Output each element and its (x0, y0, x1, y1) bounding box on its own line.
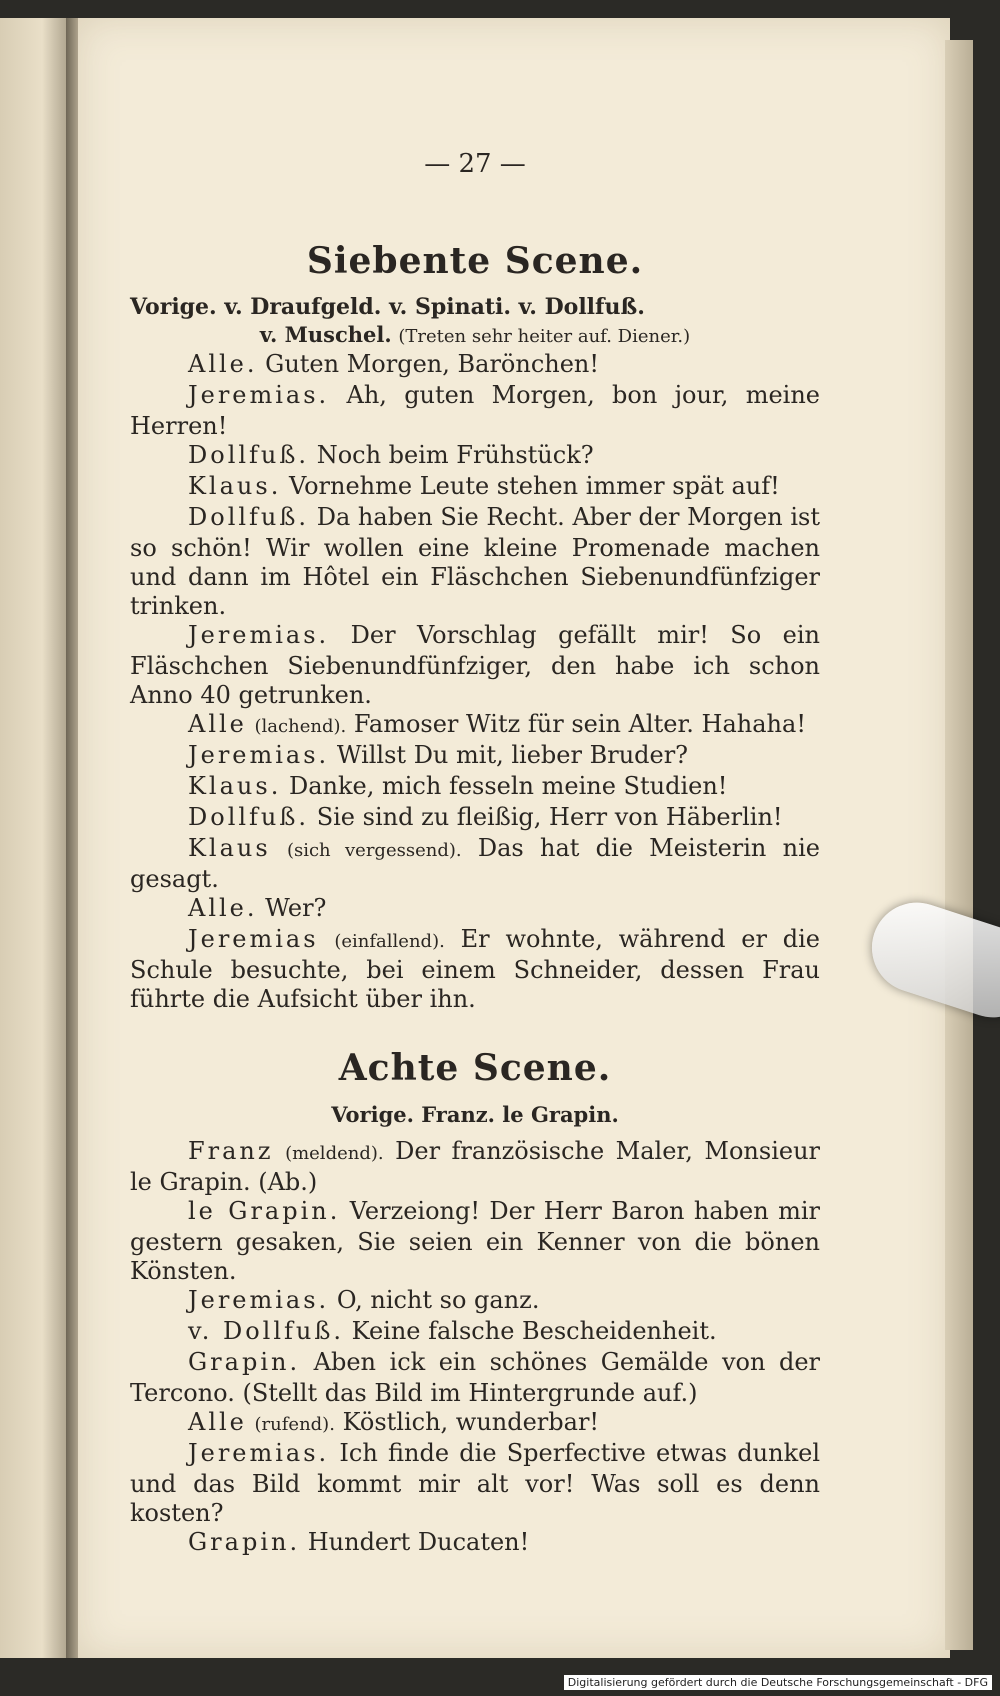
dialogue-text: Noch beim Frühstück? (316, 441, 594, 469)
dialogue-line (130, 621, 820, 710)
speaker-name: Klaus. (188, 472, 282, 500)
dialogue-line (130, 472, 820, 503)
dialogue-line (130, 834, 820, 894)
speaker-name: Dollfuß. (188, 803, 310, 831)
speaker-name: Dollfuß. (188, 503, 310, 531)
speaker-name: Dollfuß. (188, 441, 310, 469)
dialogue-line (130, 803, 820, 834)
speaker-name: Klaus (188, 834, 271, 862)
dialogue-text: Famoser Witz für sein Alter. Hahaha! (353, 710, 806, 738)
dialogue-text: Keine falsche Bescheidenheit. (351, 1317, 717, 1345)
dialogue-line (130, 925, 820, 1014)
scene-8-title: Achte Scene. (338, 1047, 612, 1089)
stage-direction: (sich vergessend). (286, 840, 462, 861)
dialogue-line (130, 381, 820, 441)
scene-8-dialogue (130, 1137, 820, 1559)
dialogue-text: Danke, mich fesseln meine Studien! (288, 772, 728, 800)
dialogue-text: Hundert Ducaten! (307, 1528, 530, 1556)
speaker-name: Jeremias. (188, 621, 330, 649)
dialogue-text: Köstlich, wunderbar! (342, 1408, 600, 1436)
dialogue-text: O, nicht so ganz. (336, 1286, 540, 1314)
left-page-edge (0, 18, 70, 1658)
dialogue-text: Ich finde die Sperfective etwas dunkel und das Bild kommt mir alt vor! Was soll es denn kosten? (130, 1439, 820, 1527)
speaker-name: Klaus. (188, 772, 282, 800)
speaker-name: Alle. (188, 350, 258, 378)
scene-7-cast-line-2-name: v. Muschel. (259, 322, 392, 347)
dialogue-line (130, 1137, 820, 1197)
stage-direction: (meldend). (285, 1143, 384, 1164)
scene-7-cast-line-1: Vorige. v. Draufgeld. v. Spinati. v. Dollfuß. (130, 294, 645, 320)
dialogue-line (130, 503, 820, 621)
stage-direction: (lachend). (254, 716, 347, 737)
dialogue-text: Vornehme Leute stehen immer spät auf! (288, 472, 780, 500)
scene-7-cast-line-2-stage: (Treten sehr heiter auf. Diener.) (398, 326, 691, 347)
dialogue-line (130, 1528, 820, 1559)
speaker-name: Jeremias. (188, 381, 330, 409)
dialogue-text: Er wohnte, während er die Schule besuchte, bei einem Schneider, dessen Frau führte die Aufsicht über ihn. (130, 925, 820, 1013)
dialogue-line (130, 1286, 820, 1317)
scene-7-cast (130, 294, 820, 350)
dialogue-text: Aben ick ein schönes Gemälde von der Tercono. (Stellt das Bild im Hintergrunde auf.) (130, 1348, 821, 1407)
speaker-name: Franz (188, 1137, 274, 1165)
dialogue-line (130, 441, 820, 472)
scene-8-cast (130, 1101, 820, 1129)
dialogue-line (130, 1317, 820, 1348)
dialogue-text: Verzeiong! Der Herr Baron haben mir gestern gesaken, Sie seien ein Kenner von die bönen Könsten. (130, 1197, 820, 1285)
dialogue-text: Ah, guten Morgen, bon jour, meine Herren! (130, 381, 820, 440)
page-content (130, 150, 820, 1559)
dialogue-text: Guten Morgen, Barönchen! (265, 350, 600, 378)
speaker-name: Jeremias (188, 925, 319, 953)
speaker-name: Jeremias. (188, 1286, 330, 1314)
stage-direction: (einfallend). (334, 931, 445, 952)
dialogue-line (130, 741, 820, 772)
speaker-name: le Grapin. (188, 1197, 341, 1225)
dialogue-line (130, 1197, 820, 1286)
digitization-credit: Digitalisierung gefördert durch die Deutsche Forschungsgemeinschaft - DFG (564, 1675, 992, 1690)
page-number: — 27 — (424, 149, 526, 179)
speaker-name: Grapin. (188, 1528, 301, 1556)
speaker-name: Jeremias. (188, 1439, 330, 1467)
dialogue-line (130, 710, 820, 741)
stage-direction: (rufend). (254, 1414, 335, 1435)
dialogue-text: Der Vorschlag gefällt mir! So ein Fläschchen Siebenundfünfziger, den habe ich schon Anno 40 getrunken. (130, 621, 820, 709)
scene-7-dialogue (130, 350, 820, 1014)
dialogue-line (130, 350, 820, 381)
dialogue-line (130, 1439, 820, 1528)
dialogue-line (130, 1408, 820, 1439)
dialogue-line (130, 1348, 820, 1408)
dialogue-line (130, 772, 820, 803)
dialogue-text: Wer? (265, 894, 327, 922)
speaker-name: Jeremias. (188, 741, 330, 769)
speaker-name: Alle (188, 710, 247, 738)
dialogue-text: Der französische Maler, Monsieur le Grapin. (Ab.) (130, 1137, 821, 1196)
scene-7-title: Siebente Scene. (306, 240, 644, 282)
dialogue-line (130, 894, 820, 925)
speaker-name: Grapin. (188, 1348, 301, 1376)
speaker-name: Alle (188, 1408, 247, 1436)
dialogue-text: Da haben Sie Recht. Aber der Morgen ist so schön! Wir wollen eine kleine Promenade machen und dann im Hôtel ein Fläschchen Siebenundfünfziger trinken. (130, 503, 820, 620)
scene-separator (130, 1014, 820, 1044)
dialogue-text: Sie sind zu fleißig, Herr von Häberlin! (316, 803, 783, 831)
dialogue-text: Das hat die Meisterin nie gesagt. (130, 834, 820, 893)
page-stack-edge (945, 40, 973, 1650)
scene-8-cast-names: Vorige. Franz. le Grapin. (331, 1102, 619, 1127)
dialogue-text: Willst Du mit, lieber Bruder? (336, 741, 689, 769)
speaker-name: v. Dollfuß. (188, 1317, 345, 1345)
speaker-name: Alle. (188, 894, 258, 922)
